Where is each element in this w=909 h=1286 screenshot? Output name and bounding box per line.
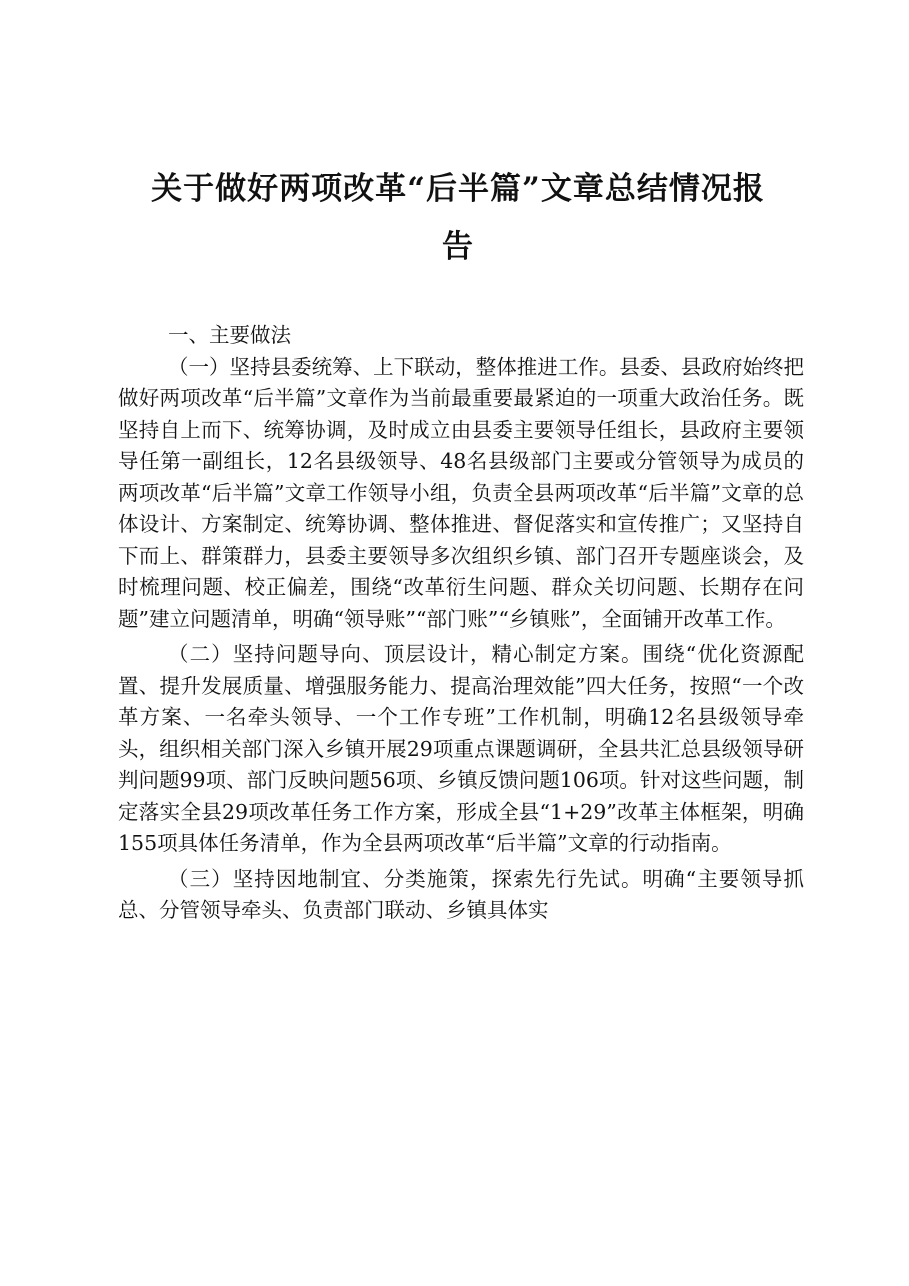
paragraph-3: （三）坚持因地制宜、分类施策，探索先行先试。明确“主要领导抓总、分管领导牵头、负责部门联动、乡镇具体实 xyxy=(118,866,804,922)
document-body xyxy=(118,320,804,927)
title-line-2: 告 xyxy=(442,229,474,265)
title-line-1: 关于做好两项改革“后半篇”文章总结情况报 xyxy=(151,171,765,207)
document-title xyxy=(118,160,798,276)
paragraph-2: （二）坚持问题导向、顶层设计，精心制定方案。围绕“优化资源配置、提升发展质量、增强服务能力、提高治理效能”四大任务，按照“一个改革方案、一名牵头领导、一个工作专班”工作机制，明确12名县级领导牵头，组织相关部门深入乡镇开展29项重点课题调研，全县共汇总县级领导研判问题99项、部门反映问题56项、乡镇反馈问题106项。针对这些问题，制定落实全县29项改革任务工作方案，形成全县“1+29”改革主体框架，明确155项具体任务清单，作为全县两项改革“后半篇”文章的行动指南。 xyxy=(118,642,804,855)
paragraph-1: （一）坚持县委统筹、上下联动，整体推进工作。县委、县政府始终把做好两项改革“后半篇”文章作为当前最重要最紧迫的一项重大政治任务。既坚持自上而下、统筹协调，及时成立由县委主要领导任组长，县政府主要领导任第一副组长，12名县级领导、48名县级部门主要或分管领导为成员的两项改革“后半篇”文章工作领导小组，负责全县两项改革“后半篇”文章的总体设计、方案制定、统筹协调、整体推进、督促落实和宣传推广；又坚持自下而上、群策群力，县委主要领导多次组织乡镇、部门召开专题座谈会，及时梳理问题、校正偏差，围绕“改革衍生问题、群众关切问题、长期存在问题”建立问题清单，明确“领导账”“部门账”“乡镇账”，全面铺开改革工作。 xyxy=(118,354,804,631)
section-heading: 一、主要做法 xyxy=(168,323,291,347)
